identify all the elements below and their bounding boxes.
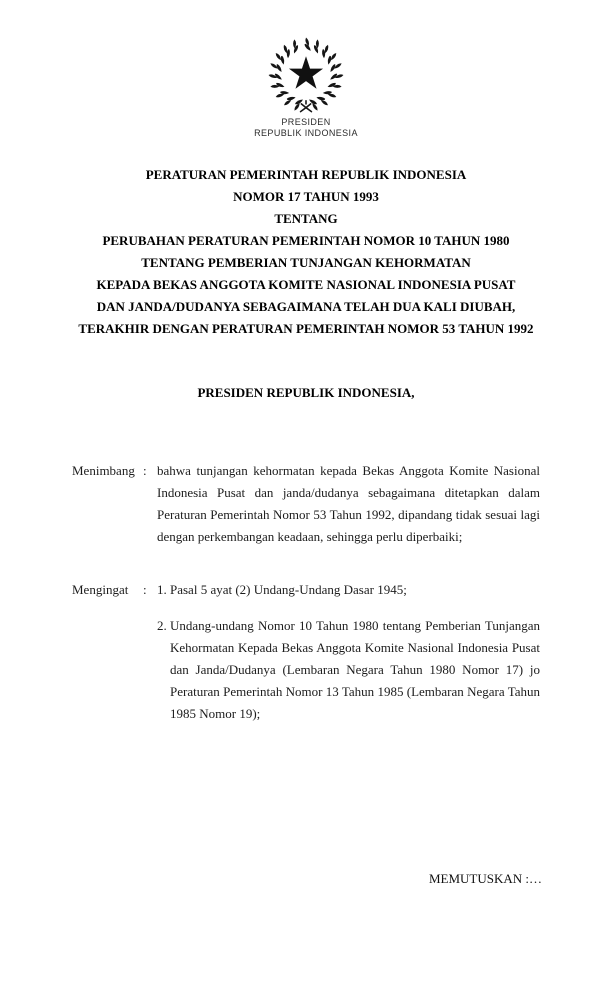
title-line-7: DAN JANDA/DUDANYA SEBAGAIMANA TELAH DUA KALI DIUBAH,: [96, 299, 516, 314]
black-star: [289, 56, 323, 88]
title-line-2: NOMOR 17 TAHUN 1993: [233, 189, 379, 204]
mengingat-item-2: [157, 615, 540, 725]
star-wreath-seal-icon: [262, 36, 350, 114]
clause-menimbang-colon: :: [143, 463, 147, 478]
letterhead-republik-indonesia: REPUBLIK INDONESIA: [254, 128, 358, 138]
mengingat-item-2-number: 2.: [157, 618, 167, 633]
mengingat-item-2-text: Undang-undang Nomor 10 Tahun 1980 tentang Pemberian Tunjangan Kehormatan Kepada Bekas Anggota Komite Nasional Indonesia Pusat dan Janda/Dudanya (Lembaran Negara Tahun 1980 Nomor 17) jo Peraturan Pemerintah Nomor 13 Tahun 1985 (Lembaran Negara Tahun 1985 Nomor 19);: [170, 618, 540, 721]
title-line-5: TENTANG PEMBERIAN TUNJANGAN KEHORMATAN: [141, 255, 471, 270]
title-line-3: TENTANG: [274, 211, 338, 226]
memutuskan-catchword: MEMUTUSKAN :…: [428, 871, 542, 886]
title-line-1: PERATURAN PEMERINTAH REPUBLIK INDONESIA: [145, 167, 467, 182]
mengingat-item-1-text: Pasal 5 ayat (2) Undang-Undang Dasar 1945;: [170, 582, 407, 597]
title-line-4: PERUBAHAN PERATURAN PEMERINTAH NOMOR 10 TAHUN 1980: [102, 233, 510, 248]
presidential-letterhead: [0, 0, 612, 139]
clause-mengingat-list: [157, 579, 540, 725]
letterhead-text: [0, 117, 612, 139]
letterhead-presiden: PRESIDEN: [281, 117, 331, 127]
title-line-8: TERAKHIR DENGAN PERATURAN PEMERINTAH NOMOR 53 TAHUN 1992: [78, 321, 534, 336]
clause-menimbang-label: Menimbang: [72, 463, 135, 478]
clause-menimbang: [0, 460, 612, 548]
clause-mengingat-label: Mengingat: [72, 582, 129, 597]
clause-mengingat-colon: :: [143, 582, 147, 597]
clause-menimbang-text: bahwa tunjangan kehormatan kepada Bekas Anggota Komite Nasional Indonesia Pusat dan janda/dudanya sebagaimana ditetapkan dalam Peraturan Pemerintah Nomor 53 Tahun 1992, dipandang tidak sesuai lagi dengan perkembangan keadaan, sehingga perlu diperbaiki;: [157, 463, 540, 544]
regulation-title: [0, 164, 612, 340]
presiden-heading: PRESIDEN REPUBLIK INDONESIA,: [197, 385, 415, 400]
wreath-ribbon: [301, 101, 312, 112]
clause-mengingat: [0, 579, 612, 725]
mengingat-item-1: [157, 579, 540, 601]
title-line-6: KEPADA BEKAS ANGGOTA KOMITE NASIONAL INDONESIA PUSAT: [96, 277, 516, 292]
mengingat-item-1-number: 1.: [157, 582, 167, 597]
